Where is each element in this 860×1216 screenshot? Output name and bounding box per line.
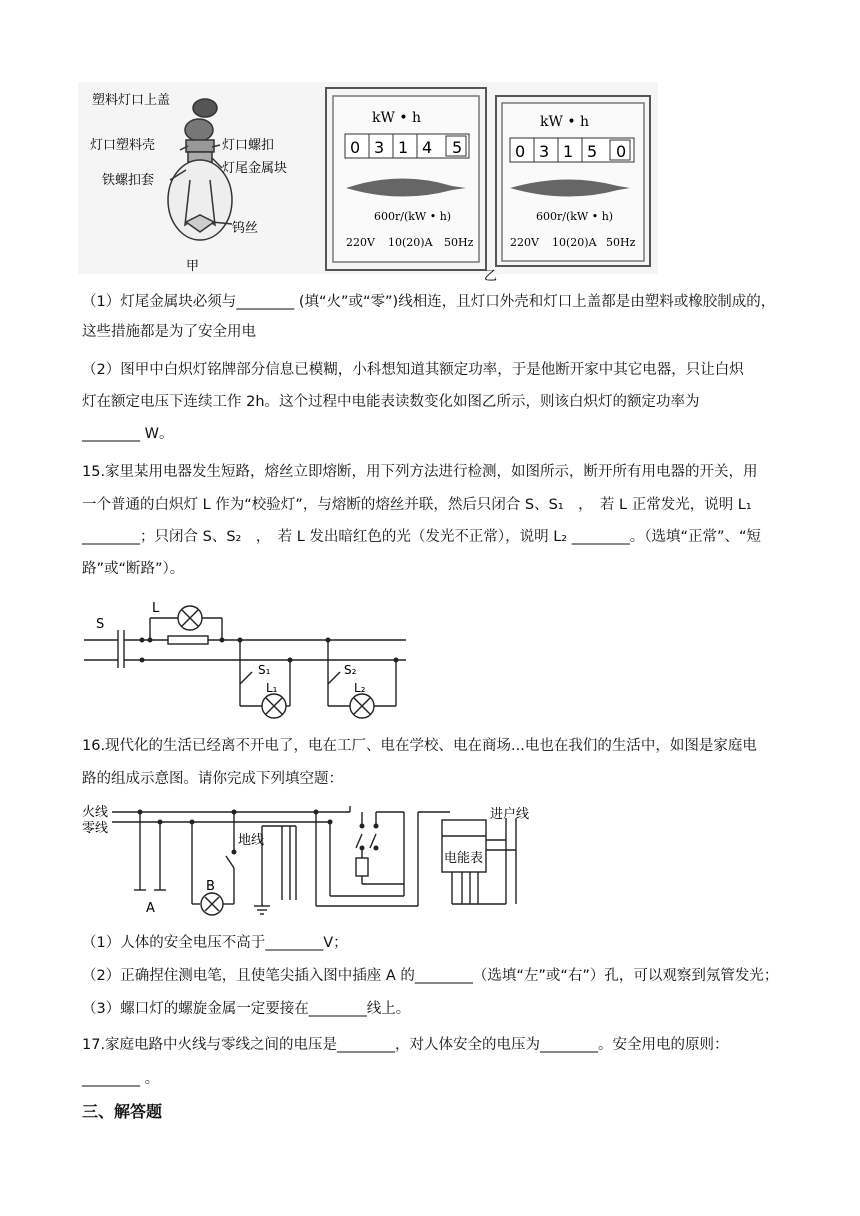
label-live-wire: 火线 <box>82 805 109 820</box>
digit: 3 <box>539 142 550 161</box>
label-shell: 灯口塑料壳 <box>90 138 156 153</box>
q16-part2: （2）正确捏住测电笔，且使笔尖插入图中插座 A 的________（选填“左”或“右”）孔，可以观察到氖管发光； <box>82 968 779 984</box>
q16-part1: （1）人体的安全电压不高于________V； <box>82 935 348 951</box>
digit: 0 <box>350 138 361 157</box>
caption-yi: 乙 <box>484 269 498 284</box>
q15-line4: 路”或“断路”）。 <box>82 561 185 577</box>
q16-line2: 路的组成示意图。请你完成下列填空题： <box>82 771 343 787</box>
digit: 5 <box>587 142 598 161</box>
meter-right-current: 10(20)A <box>552 236 597 249</box>
q14-part2-line1: （2）图甲中白炽灯铭牌部分信息已模糊，小科想知道其额定功率，于是他断开家中其它电器，只让白炽 <box>82 362 744 378</box>
q16-part3: （3）螺口灯的螺旋金属一定要接在________线上。 <box>82 1001 411 1017</box>
q14-part2-line2: 灯在额定电压下连续工作 2h。这个过程中电能表读数变化如图乙所示，则该白炽灯的额定功率为 <box>82 394 700 410</box>
section-three-heading: 三、解答题 <box>82 1102 163 1121</box>
q14-part1-line1: （1）灯尾金属块必须与________ (填“火”或“零”)线相连，且灯口外壳和灯口上盖都是由塑料或橡胶制成的， <box>82 294 776 310</box>
label-iron-ring: 铁螺扣套 <box>102 173 155 188</box>
q16-line1: 16.现代化的生活已经离不开电了，电在工厂、电在学校、电在商场...电也在我们的生活中，如图是家庭电 <box>82 738 757 754</box>
label-s2: S₂ <box>344 663 357 677</box>
label-incoming-line: 进户线 <box>490 807 530 822</box>
label-screw: 灯口螺扣 <box>222 138 275 153</box>
label-s: S <box>96 617 105 632</box>
meter-left-rate: 600r/(kW • h) <box>374 210 452 223</box>
digit: 1 <box>398 138 409 157</box>
label-filament: 钨丝 <box>232 221 259 236</box>
figure-home-circuit <box>0 796 860 926</box>
label-s1: S₁ <box>258 663 271 677</box>
digit: 0 <box>616 142 627 161</box>
meter-right-unit: kW • h <box>540 114 590 130</box>
q15-line2: 一个普通的白炽灯 L 作为“校验灯”，与熔断的熔丝并联，然后只闭合 S、S₁ ， 若 L 正常发光，说明 L₁ <box>82 497 752 513</box>
meter-left-voltage: 220V <box>346 236 375 249</box>
label-neutral-wire: 零线 <box>82 821 109 836</box>
meter-right <box>496 96 650 266</box>
digit: 5 <box>452 138 463 157</box>
q17-line1: 17.家庭电路中火线与零线之间的电压是________，对人体安全的电压为________。安全用电的原则： <box>82 1037 729 1053</box>
label-socket-a: A <box>146 901 155 916</box>
meter-left-current: 10(20)A <box>388 236 433 249</box>
meter-left <box>326 88 486 270</box>
label-top-cap: 塑料灯口上盖 <box>92 93 171 108</box>
label-tail-metal: 灯尾金属块 <box>222 161 288 176</box>
label-l: L <box>152 601 160 616</box>
meter-right-freq: 50Hz <box>606 236 636 249</box>
label-ground-wire: 地线 <box>238 833 265 848</box>
label-meter: 电能表 <box>444 851 484 866</box>
digit: 3 <box>374 138 385 157</box>
q15-line1: 15.家里某用电器发生短路，熔丝立即熔断，用下列方法进行检测，如图所示，断开所有用电器的开关，用 <box>82 464 758 480</box>
figure-bulb-and-meters <box>0 0 860 290</box>
digit: 0 <box>515 142 526 161</box>
q17-line2: ________ 。 <box>82 1071 160 1087</box>
meter-left-freq: 50Hz <box>444 236 474 249</box>
q14-part2-line3: ________ W。 <box>82 426 174 442</box>
meter-right-voltage: 220V <box>510 236 539 249</box>
caption-jia: 甲 <box>186 259 200 274</box>
meter-right-rate: 600r/(kW • h) <box>536 210 614 223</box>
figure-fuse-check-circuit <box>0 596 860 726</box>
q14-part1-line2: 这些措施都是为了安全用电 <box>82 324 256 340</box>
q15-line3: ________；只闭合 S、S₂ ， 若 L 发出暗红色的光（发光不正常），说明 L₂ ________。（选填“正常”、“短 <box>82 529 762 545</box>
label-l2: L₂ <box>354 681 366 695</box>
meter-left-unit: kW • h <box>372 110 422 126</box>
label-l1: L₁ <box>266 681 278 695</box>
digit: 4 <box>422 138 433 157</box>
label-lamp-b: B <box>206 879 215 894</box>
digit: 1 <box>563 142 574 161</box>
